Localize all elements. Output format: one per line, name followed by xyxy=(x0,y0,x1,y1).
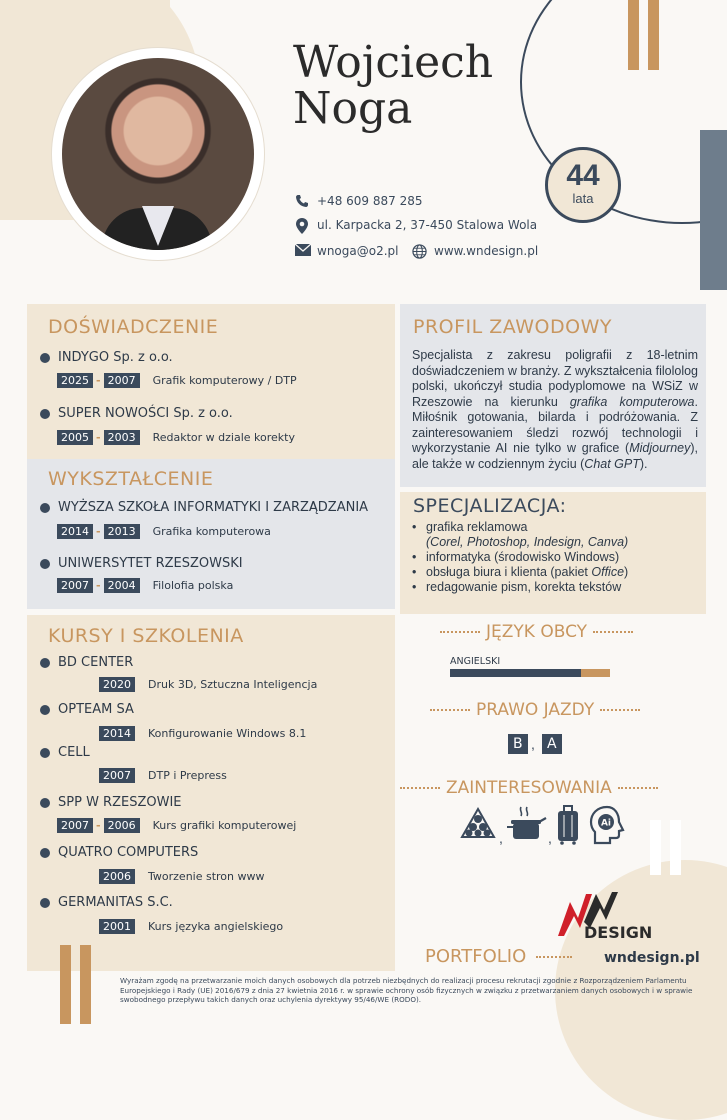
email-link[interactable]: wnoga@o2.pl xyxy=(317,244,399,258)
gdpr-consent-text: Wyrażam zgodę na przetwarzanie moich danych osobowych dla potrzeb niezbędnych do realizacji procesu rekrutacji zgodnie z Rozporządzeniem Parlamentu Europejskiego i Rady (UE) 2016/679 z dnia 27 kwietnia 2016 r. w sprawie ochrony osób fizycznych w związku z przetwarzaniem danych osobowych i w sprawie swobodnego przepływu takich danych oraz uchylenia dyrektywy 95/46/WE (RODO). xyxy=(120,976,693,1004)
interests-title-text: ZAINTERESOWANIA xyxy=(446,778,612,798)
decor-bar xyxy=(628,0,639,70)
bullet xyxy=(40,748,50,758)
portfolio-label-text: PORTFOLIO xyxy=(425,946,527,967)
school-name: WYŻSZA SZKOŁA INFORMATYKI I ZARZĄDZANIA xyxy=(58,500,369,515)
experience-item xyxy=(40,350,173,365)
course-years xyxy=(99,919,283,934)
suitcase-icon xyxy=(556,805,592,843)
course-desc: Tworzenie stron www xyxy=(148,870,265,883)
separator: , xyxy=(499,830,503,846)
course-years xyxy=(99,677,317,692)
profile-text-part: . Miłośnik gotowania, bilarda i podróżowania. Z zainteresowaniem śledzi rozwój technologii i wykorzystanie AI nie tylko w grafice ( xyxy=(412,394,698,455)
languages-title xyxy=(440,622,633,642)
year-to: 2004 xyxy=(104,578,140,593)
divider xyxy=(400,787,440,789)
decor-bar xyxy=(80,945,91,1024)
phone-icon xyxy=(295,194,309,208)
course-item xyxy=(40,795,182,810)
person-name xyxy=(293,37,494,134)
company-name: INDYGO Sp. z o.o. xyxy=(58,350,173,365)
course-item xyxy=(40,745,90,760)
year-to: 2013 xyxy=(104,524,140,539)
profile-text xyxy=(412,348,698,472)
year: 2001 xyxy=(99,919,135,934)
spec-subtext: (Corel, Photoshop, Indesign, Canva) xyxy=(426,535,629,549)
list-item xyxy=(412,550,702,565)
age-badge xyxy=(545,147,621,223)
role-text: Redaktor w dziale korekty xyxy=(152,431,295,444)
profile-photo xyxy=(62,58,254,250)
year: 2006 xyxy=(99,869,135,884)
interests-title xyxy=(400,778,658,798)
bullet xyxy=(40,559,50,569)
svg-text:Ai: Ai xyxy=(600,818,612,829)
course-name: BD CENTER xyxy=(58,655,134,670)
divider xyxy=(440,631,480,633)
bullet xyxy=(40,503,50,513)
divider xyxy=(593,631,633,633)
year-from: 2025 xyxy=(57,373,93,388)
contact-email xyxy=(295,244,398,258)
portfolio-link[interactable]: wndesign.pl xyxy=(604,950,700,966)
globe-icon xyxy=(412,244,426,258)
languages-title-text: JĘZYK OBCY xyxy=(486,622,588,642)
year: 2020 xyxy=(99,677,135,692)
decor-bar xyxy=(650,820,661,875)
decor-bar xyxy=(60,945,71,1024)
profile-text-part: ), ale także w codziennym życiu ( xyxy=(412,441,698,471)
portfolio-label xyxy=(425,946,572,967)
bullet xyxy=(40,409,50,419)
education-title: WYKSZTAŁCENIE xyxy=(48,468,214,490)
decor-bar xyxy=(670,820,681,875)
first-name: Wojciech xyxy=(293,37,494,88)
company-name: SUPER NOWOŚCI Sp. z o.o. xyxy=(58,406,233,421)
year-to: 2006 xyxy=(104,818,140,833)
education-item xyxy=(40,500,368,515)
divider xyxy=(618,787,658,789)
list-item xyxy=(412,520,702,550)
year-from: 2007 xyxy=(57,578,93,593)
license-title-text: PRAWO JAZDY xyxy=(476,700,595,720)
field-text: Grafika komputerowa xyxy=(152,525,271,538)
license-category: B xyxy=(508,734,528,754)
year-from: 2014 xyxy=(57,524,93,539)
profile-text-part: ). xyxy=(639,456,648,471)
list-item xyxy=(412,565,702,580)
spec-text: redagowanie pism, korekta tekstów xyxy=(426,580,622,594)
course-years xyxy=(99,726,306,741)
year-to: 2003 xyxy=(104,430,140,445)
address-text: ul. Karpacka 2, 37-450 Stalowa Wola xyxy=(317,218,538,232)
course-years xyxy=(99,869,265,884)
profile-title: PROFIL ZAWODOWY xyxy=(413,316,612,338)
course-item xyxy=(40,655,133,670)
experience-years: 2005 - 2003 Redaktor w dziale korekty xyxy=(57,430,295,445)
course-name: GERMANITAS S.C. xyxy=(58,895,173,910)
divider xyxy=(536,956,572,958)
bullet xyxy=(40,705,50,715)
language-name: ANGIELSKI xyxy=(450,656,501,667)
profile-text-italic: grafika komputerowa xyxy=(569,394,695,409)
license-title xyxy=(430,700,640,720)
bullet xyxy=(40,798,50,808)
course-desc: Kurs grafiki komputerowej xyxy=(152,819,297,832)
specialization-title: SPECJALIZACJA: xyxy=(413,495,567,517)
course-item xyxy=(40,845,198,860)
list-item xyxy=(412,580,702,595)
course-name: SPP W RZESZOWIE xyxy=(58,795,182,810)
year-to: 2007 xyxy=(104,373,140,388)
course-desc: Druk 3D, Sztuczna Inteligencja xyxy=(148,678,318,691)
experience-item xyxy=(40,406,233,421)
separator: , xyxy=(531,736,535,752)
experience-years: 2025 - 2007 Grafik komputerowy / DTP xyxy=(57,373,297,388)
role-text: Grafik komputerowy / DTP xyxy=(152,374,297,387)
spec-tail: ) xyxy=(624,565,629,579)
age-label: lata xyxy=(572,191,594,206)
course-desc: Konfigurowanie Windows 8.1 xyxy=(148,727,307,740)
course-item xyxy=(40,702,134,717)
bullet xyxy=(40,658,50,668)
location-pin-icon xyxy=(295,218,309,232)
envelope-icon xyxy=(295,244,309,258)
decor-bar xyxy=(700,130,727,290)
contact-phone xyxy=(295,194,422,208)
education-years: 2014 - 2013 Grafika komputerowa xyxy=(57,524,271,539)
ai-head-icon xyxy=(588,805,624,843)
spec-text: grafika reklamowa xyxy=(426,520,528,534)
course-years: 2007 - 2006 Kurs grafiki komputerowej xyxy=(57,818,296,833)
specialization-list xyxy=(412,520,702,595)
divider xyxy=(600,709,640,711)
course-name: CELL xyxy=(58,745,90,760)
contact-address xyxy=(295,218,537,232)
profile-text-italic: Midjourney xyxy=(629,441,691,455)
billiards-icon xyxy=(460,805,496,843)
experience-title: DOŚWIADCZENIE xyxy=(48,316,219,338)
profile-text-italic: Chat GPT xyxy=(584,456,640,471)
year-from: 2007 xyxy=(57,818,93,833)
course-name: QUATRO COMPUTERS xyxy=(58,845,199,860)
course-desc: DTP i Prepress xyxy=(148,769,227,782)
phone-number[interactable]: +48 609 887 285 xyxy=(317,194,423,208)
education-years: 2007 - 2004 Filolofia polska xyxy=(57,578,233,593)
course-name: OPTEAM SA xyxy=(58,702,134,717)
education-item xyxy=(40,556,243,571)
last-name: Noga xyxy=(293,83,413,134)
website-link[interactable]: www.wndesign.pl xyxy=(434,244,539,258)
spec-italic: Office xyxy=(591,565,625,579)
year: 2007 xyxy=(99,768,135,783)
license-category: A xyxy=(542,734,562,754)
spec-text: obsługa biura i klienta (pakiet xyxy=(426,565,592,579)
courses-title: KURSY I SZKOLENIA xyxy=(48,625,244,647)
spec-text: informatyka (środowisko Windows) xyxy=(426,550,620,564)
course-item xyxy=(40,895,173,910)
age-value: 44 xyxy=(566,159,600,192)
bullet xyxy=(40,353,50,363)
wn-design-logo xyxy=(556,888,676,942)
bullet xyxy=(40,898,50,908)
contact-website xyxy=(412,244,538,258)
logo-text: DESIGN xyxy=(584,923,653,942)
language-level-fill xyxy=(450,669,581,677)
year: 2014 xyxy=(99,726,135,741)
profile-text-part: Specjalista z zakresu poligrafii z 18-letnim doświadczeniem w branży. Z wykształcenia filololog polski, ukończył studia podyplomowe na WSiZ w Rzeszowie na kierunku xyxy=(412,348,698,409)
divider xyxy=(430,709,470,711)
bullet xyxy=(40,848,50,858)
school-name: UNIWERSYTET RZESZOWSKI xyxy=(58,556,243,571)
language-level-bar xyxy=(450,669,610,677)
course-desc: Kurs języka angielskiego xyxy=(148,920,284,933)
year-from: 2005 xyxy=(57,430,93,445)
decor-bar xyxy=(648,0,659,70)
cooking-pot-icon xyxy=(507,805,543,843)
separator: , xyxy=(548,830,552,846)
course-years xyxy=(99,768,227,783)
field-text: Filolofia polska xyxy=(152,579,234,592)
